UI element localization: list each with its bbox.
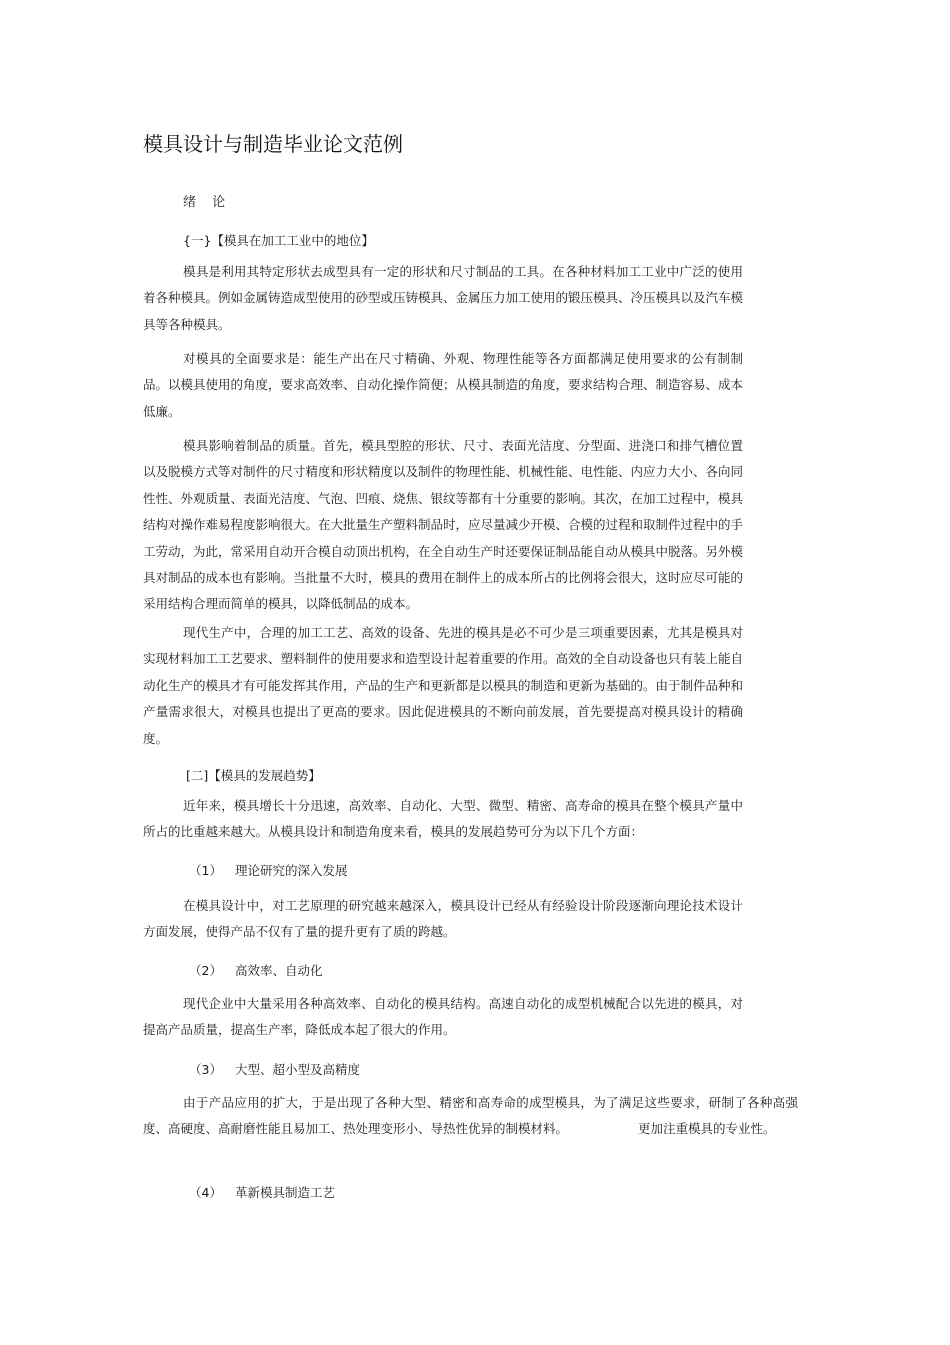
item-title: 革新模具制造工艺	[235, 1185, 336, 1200]
section2-heading: [二]【模具的发展趋势】	[186, 768, 321, 783]
section1-paragraph-3: 模具影响着制品的质量。首先，模具型腔的形状、尺寸、表面光洁度、分型面、进浇口和排气槽位置以及脱模方式等对制件的尺寸精度和形状精度以及制件的物理性能、机械性能、电性能、内应力大小、各向同性性、外观质量、表面光洁度、气泡、凹痕、烧焦、银纹等都有十分重要的影响。其次，在加工过程中，模具结构对操作难易程度影响很大。在大批量生产塑料制品时，应尽量减少开模、合模的过程和取制件过程中的手工劳动，为此，常采用自动开合模自动顶出机构，在全自动生产时还要保证制品能自动从模具中脱落。另外模具对制品的成本也有影响。当批量不大时，模具的费用在制件上的成本所占的比例将会很大，这时应尽可能的采用结构合理而简单的模具，以降低制品的成本。	[143, 438, 744, 612]
list-item-text-1: 在模具设计中，对工艺原理的研究越来越深入，模具设计已经从有经验设计阶段逐渐向理论技术设计方面发展，使得产品不仅有了量的提升更有了质的跨越。	[143, 898, 743, 940]
list-item-text-2: 现代企业中大量采用各种高效率、自动化的模具结构。高速自动化的成型机械配合以先进的模具，对提高产品质量，提高生产率，降低成本起了很大的作用。	[143, 996, 743, 1038]
item-text-part-a: 由于产品应用的扩大，于是出现了各种大型、精密和高寿命的成型模具，为了满足这些要求，研制了各种高强度、高硬度、高耐磨性能且易加工、热处理变形小、导热性优异的制模材料。	[143, 1095, 798, 1137]
item-title: 高效率、自动化	[235, 963, 323, 978]
list-item-text-3	[143, 1090, 798, 1143]
intro-heading: 绪 论	[183, 195, 232, 210]
section2-intro: 近年来，模具增长十分迅速，高效率、自动化、大型、微型、精密、高寿命的模具在整个模具产量中所占的比重越来越大。从模具设计和制造角度来看，模具的发展趋势可分为以下几个方面：	[143, 798, 743, 840]
item-number: （2）	[189, 963, 222, 978]
section1-heading: {一}【模具在加工工业中的地位】	[183, 233, 374, 248]
section1-paragraph-2: 对模具的全面要求是：能生产出在尺寸精确、外观、物理性能等各方面都满足使用要求的公有制制品。以模具使用的角度，要求高效率、自动化操作简便；从模具制造的角度，要求结构合理、制造容易、成本低廉。	[143, 351, 744, 419]
item-title: 理论研究的深入发展	[235, 863, 348, 878]
item-text-part-b: 更加注重模具的专业性。	[638, 1121, 776, 1137]
section1-paragraph-1: 模具是利用其特定形状去成型具有一定的形状和尺寸制品的工具。在各种材料加工工业中广泛的使用着各种模具。例如金属铸造成型使用的砂型或压铸模具、金属压力加工使用的锻压模具、冷压模具以及汽车模具等各种模具。	[143, 264, 744, 332]
document-title: 模具设计与制造毕业论文范例	[143, 132, 403, 156]
item-number: （4）	[189, 1185, 222, 1200]
list-item-heading-3	[189, 1060, 360, 1078]
item-title: 大型、超小型及高精度	[235, 1062, 361, 1077]
list-item-heading-2	[189, 961, 323, 979]
list-item-heading-4	[189, 1183, 335, 1201]
list-item-heading-1	[189, 861, 348, 879]
item-number: （3）	[189, 1062, 222, 1077]
item-number: （1）	[189, 863, 222, 878]
section1-paragraph-4: 现代生产中，合理的加工工艺、高效的设备、先进的模具是必不可少是三项重要因素，尤其是模具对实现材料加工工艺要求、塑料制件的使用要求和造型设计起着重要的作用。高效的全自动设备也只有装上能自动化生产的模具才有可能发挥其作用，产品的生产和更新都是以模具的制造和更新为基础的。由于制件品种和产量需求很大，对模具也提出了更高的要求。因此促进模具的不断向前发展，首先要提高对模具设计的精确度。	[143, 625, 744, 746]
